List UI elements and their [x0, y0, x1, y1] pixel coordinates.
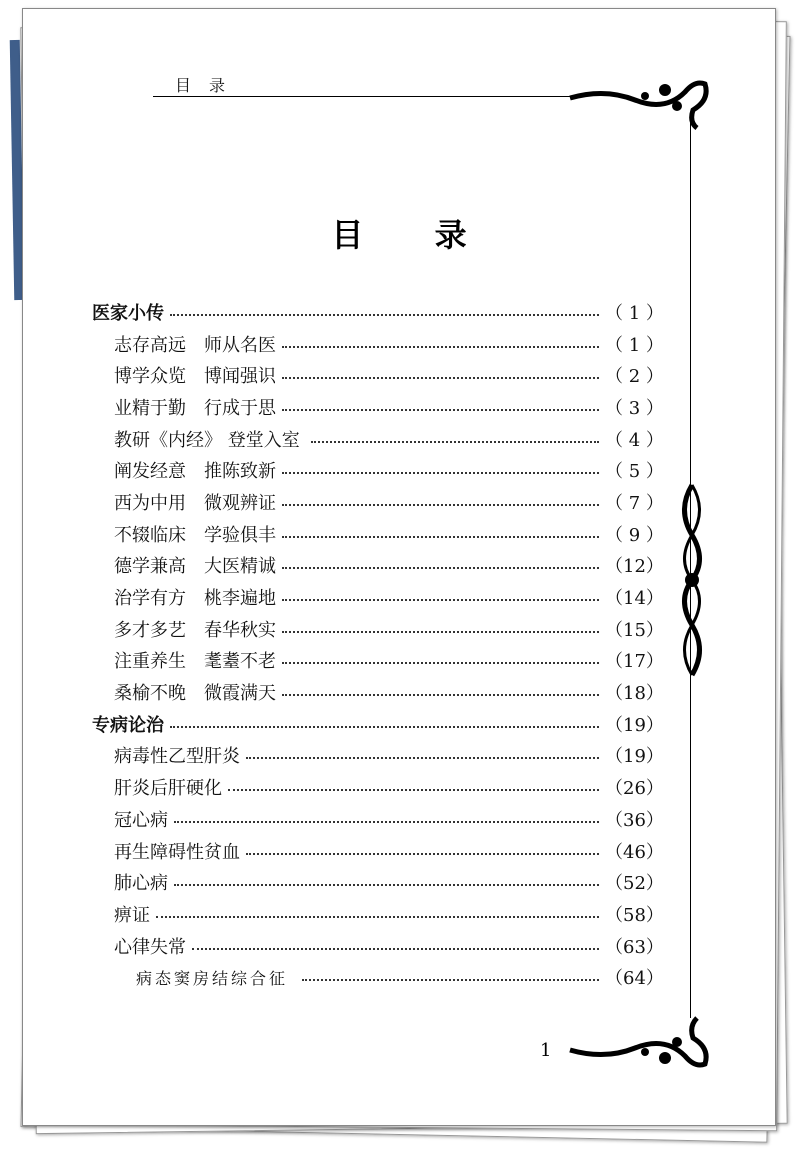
toc-entry[interactable]	[92, 486, 664, 518]
toc-entry-page: （19）	[605, 746, 664, 768]
toc-entry-page: （12）	[605, 556, 664, 578]
toc-entry-label: 再生障碍性贫血	[114, 841, 240, 863]
toc-entry-label: 不辍临床 学验俱丰	[114, 524, 276, 546]
toc-entry[interactable]	[92, 866, 664, 898]
corner-ornament-bottom	[565, 1010, 715, 1080]
leader-dots	[302, 979, 599, 981]
toc-entry-page: （ 2 ）	[605, 366, 664, 388]
toc-entry-label: 西为中用 微观辨证	[114, 492, 276, 514]
leader-dots	[282, 346, 599, 348]
toc-entry-page: （58）	[605, 904, 664, 926]
toc-entry-page: （52）	[605, 873, 664, 895]
toc-entry[interactable]	[92, 803, 664, 835]
toc-entry-page: （26）	[605, 778, 664, 800]
toc-entry-page: （46）	[605, 841, 664, 863]
leader-dots	[282, 409, 599, 411]
table-of-contents	[92, 296, 664, 993]
toc-entry-page: （ 7 ）	[605, 492, 664, 514]
toc-entry-label: 治学有方 桃李遍地	[114, 588, 276, 610]
toc-entry-label: 专病论治	[92, 714, 164, 736]
toc-entry-label: 病毒性乙型肝炎	[114, 746, 240, 768]
toc-entry[interactable]	[92, 518, 664, 550]
toc-entry-page: （ 9 ）	[605, 524, 664, 546]
toc-entry-page: （36）	[605, 809, 664, 831]
toc-entry[interactable]	[92, 645, 664, 677]
toc-entry-page: （ 5 ）	[605, 461, 664, 483]
corner-ornament-top	[565, 70, 715, 130]
toc-entry-label: 博学众览 博闻强识	[114, 366, 276, 388]
leader-dots	[282, 631, 599, 633]
toc-entry-page: （ 1 ）	[605, 334, 664, 356]
toc-entry[interactable]	[92, 740, 664, 772]
leader-dots	[156, 916, 599, 918]
toc-entry[interactable]	[92, 930, 664, 962]
leader-dots	[282, 536, 599, 538]
leader-dots	[174, 884, 599, 886]
toc-entry-label: 肺心病	[114, 873, 168, 895]
toc-entry-label: 病态窦房结综合征	[136, 968, 297, 988]
toc-entry[interactable]	[92, 613, 664, 645]
toc-entry-label: 业精于勤 行成于思	[114, 397, 276, 419]
toc-entry[interactable]	[92, 296, 664, 328]
toc-entry-label: 注重养生 耄耋不老	[114, 651, 276, 673]
toc-entry-label: 冠心病	[114, 809, 168, 831]
leader-dots	[170, 314, 599, 316]
leader-dots	[246, 757, 599, 759]
toc-entry-page: （17）	[605, 651, 664, 673]
toc-entry-label: 教研《内经》 登堂入室	[114, 429, 306, 451]
page-number: 1	[540, 1040, 552, 1061]
toc-entry-page: （15）	[605, 619, 664, 641]
toc-entry-label: 心律失常	[114, 936, 186, 958]
leader-dots	[311, 441, 599, 443]
leader-dots	[228, 789, 599, 791]
toc-entry[interactable]	[92, 454, 664, 486]
toc-entry-label: 多才多艺 春华秋实	[114, 619, 276, 641]
toc-entry[interactable]	[92, 898, 664, 930]
leader-dots	[282, 599, 599, 601]
toc-entry[interactable]	[92, 771, 664, 803]
toc-entry-label: 桑榆不晚 微霞满天	[114, 683, 276, 705]
toc-entry-label: 肝炎后肝硬化	[114, 778, 222, 800]
toc-entry[interactable]	[92, 676, 664, 708]
leader-dots	[282, 694, 599, 696]
running-header: 目录	[175, 76, 244, 95]
toc-entry[interactable]	[92, 391, 664, 423]
leader-dots	[282, 472, 599, 474]
leader-dots	[246, 853, 599, 855]
toc-entry-page: （64）	[605, 968, 664, 990]
toc-entry[interactable]	[92, 961, 664, 993]
toc-entry-page: （63）	[605, 936, 664, 958]
toc-entry-page: （ 3 ）	[605, 397, 664, 419]
toc-entry-page: （ 4 ）	[605, 429, 664, 451]
leader-dots	[170, 726, 599, 728]
header-rule	[153, 96, 573, 97]
leader-dots	[282, 567, 599, 569]
toc-entry-page: （ 1 ）	[605, 302, 664, 324]
toc-entry-page: （19）	[605, 714, 664, 736]
toc-entry[interactable]	[92, 550, 664, 582]
side-ornament	[672, 480, 712, 680]
leader-dots	[174, 821, 599, 823]
page-title: 目 录	[331, 216, 497, 254]
leader-dots	[282, 377, 599, 379]
toc-entry[interactable]	[92, 328, 664, 360]
leader-dots	[282, 504, 599, 506]
toc-entry-label: 阐发经意 推陈致新	[114, 461, 276, 483]
toc-entry-page: （14）	[605, 588, 664, 610]
toc-entry[interactable]	[92, 359, 664, 391]
toc-entry[interactable]	[92, 581, 664, 613]
toc-entry-label: 志存高远 师从名医	[114, 334, 276, 356]
toc-entry[interactable]	[92, 423, 664, 455]
toc-entry-page: （18）	[605, 683, 664, 705]
toc-entry-label: 医家小传	[92, 302, 164, 324]
leader-dots	[192, 948, 599, 950]
toc-entry-label: 痹证	[114, 904, 150, 926]
toc-entry[interactable]	[92, 708, 664, 740]
leader-dots	[282, 662, 599, 664]
toc-entry[interactable]	[92, 835, 664, 867]
toc-entry-label: 德学兼高 大医精诚	[114, 556, 276, 578]
